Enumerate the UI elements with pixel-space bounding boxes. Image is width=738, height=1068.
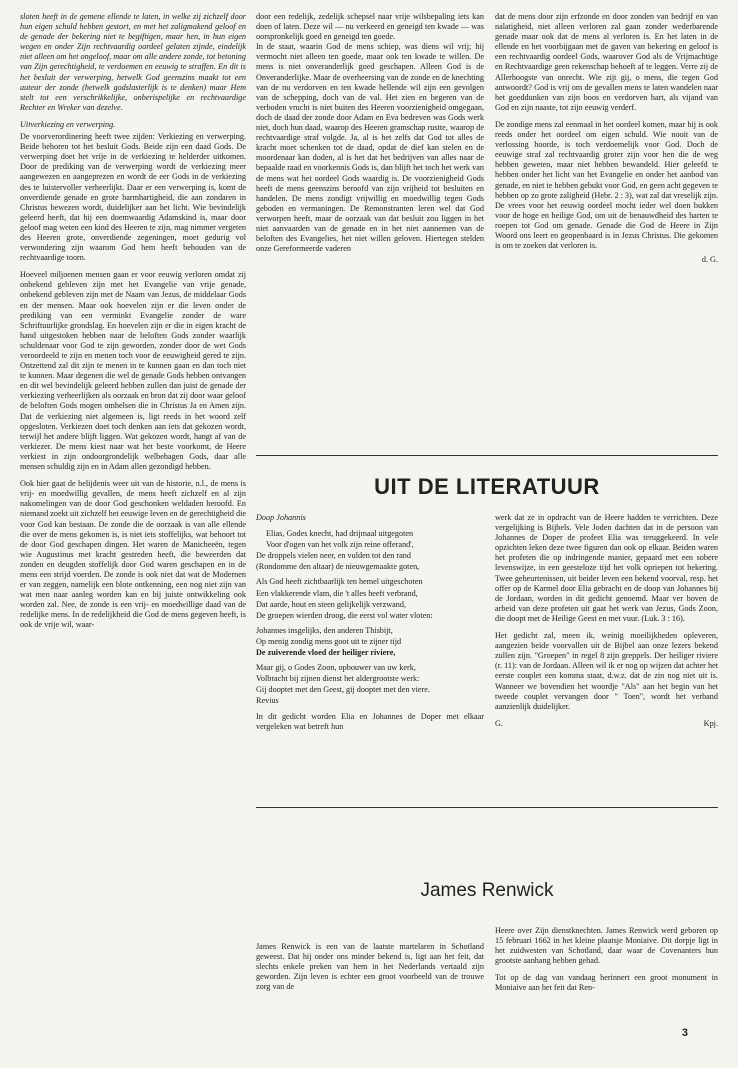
paragraph: James Renwick is een van de laatste martelaren in Schotland geweest. Dat hij onder ons minder bekend is, ligt aan het feit, dat slechts enkele preken van hem in het Nederlands vertaald zijn geworden. Zijn leven is echter een groot voorbeeld van de trouwe zorg van de (256, 942, 484, 992)
poem-author: Revius (256, 696, 279, 706)
paragraph: Heere over Zijn dienstknechten. James Renwick werd geboren op 15 februari 1662 in het kleine plaatsje Moniaive. Dit dorpje ligt in het zuidwesten van Schotland, daar waar de Covenanters hun grootste aanhang hebben gehad. (495, 926, 718, 966)
paragraph: Tot op de dag van vandaag herinnert een groot monument in Moniaive aan het feit dat Ren- (495, 973, 718, 993)
renwick-heading: James Renwick (420, 880, 554, 901)
author-signature: d. G. (701, 255, 718, 265)
poem-line: Elias, Godes knecht, had drijmaal uitgegoten (266, 529, 414, 539)
poem-line: De zuiverende vloed der heiliger riviere, (256, 648, 396, 658)
paragraph: Ook hier gaat de belijdenis weer uit van de historie, n.l., de mens is vrij- en moedwillig gevallen, de mens heeft zichzelf en al zijn nakomelingen van de door God geschonken weldaden beroofd. En niemand zoekt uit zichzelf het eeuwige leven en de gerechtigheid die voor God kan bestaan. De zonde die de oorzaak is van alle ellende die over de mens gekomen is, is niet iets stoffelijks, wat behoort tot de door God geschapen dingen. Het waren de Manicheeën, tegen wie Augustinus met kracht gestreden heeft, die beweerden dat zonden en deugden stoffelijk door God waren geschapen en in de mens een strijd voerden. De zonde is ook niet dat wat de Modernen er van zeggen, namelijk een blote ontkenning, een nog niet zijn van wat men naar aanleg worden kan en bij juiste ontwikkeling ook worden zal. Nee, de zonde is een vrij- en moedwillige daad van de redelijke mens. In de redelijkheid die God de mens gegeven heeft, is ook de vrije wil, waar- (20, 479, 246, 630)
poem-line: Maar gij, o Godes Zoon, opbouwer van uw kerk, (256, 663, 416, 673)
signature-right: Kpj. (703, 718, 718, 728)
renwick-left-column (256, 942, 484, 1022)
paragraph: werk dat ze in opdracht van de Heere hadden te verrichten. Deze vergelijking is Bijbels. Vele Joden dachten dat in de persoon van Johannes de Doper de profeet Elia was teruggekeerd. In vele opzichten leken deze twee figuren dan ook op elkaar. Beiden waren het profeten die op indringende manier, gepaard met een sobere levenswijze, in een geesteloze tijd het volk opriepen tot bekering. Twee geheurtenissen, uit beider leven een bekend voorval, resp. het offer op de Karmel door Elia gebracht en de doop van Johannes bij de Jordaan, worden in dit gedicht genoemd. Maar ver boven de arbeid van deze profeten uit gaat het werk van Jezus, Gods Zoon, die doopt met de Heilige Geest en met vuur. (Luk. 3 : 16). (495, 513, 718, 623)
poem-lines (256, 529, 484, 695)
paragraph: In de staat, waarin God de mens schiep, was diens wil vrij; hij vermocht niet alleen ten goede, maar ook ten kwade te willen. De mens is niet onveranderlijk goed geschapen. Alleen God is de Onveranderlijke. Maar de overheersing van de zonde en de knechting van de nu verdorven en ten kwade hellende wil zijn een gevolgen van de schepping, doch van de val. Het zien en begeren van de verboden vrucht is niet buiten des Heeren voorzienigheid omgegaan, doch de daad der zonde door Adam en Eva bedreven was Gods werk niet, doch hun daad, waarop des Heeren gramschap rustte, waarop de rechtvaardige straf volgde. Ja, al is het zelfs dat God tot alles de kracht moet schenken tot de daad, opdat de dief kan stelen en de moordenaar kan doden, al is het dat het bedrijven van alles naar de bepaalde raad en voorkennis Gods is, dan blijft het toch het werk van de mens wat het oordeel Gods waardig is. De voorzienigheid Gods heeft de mens geenszins beroofd van zijn vrijheid tot besluiten en handelen. De mens zondigt vrijwillig en moedwillig tegen Gods geboden en vermaningen. De Remonstranten leren wel dat God verworpen heeft, maar de oorzaak van dat besluit zou liggen in het niet aanvaarden van de genade en in het niet aannemen van de beloften des Evangelies, het niet willen geloven. Hiertegen stelden onze Gereformeerde vaderen (256, 42, 484, 254)
section-subheading: Uitverkiezing en verwerping. (20, 119, 116, 129)
paragraph: Hoeveel miljoenen mensen gaan er voor eeuwig verloren omdat zij onbekend gebleven zijn met het Evangelie van vrije genade, onbekend gebleven zijn met de Naam van Jezus, de middelaar Gods en der mensen. Maar ook hoevelen zijn er die leven onder de prediking van een verminkt Evangelie zonder de ware Schriftuurlijke grondslag. En hoevelen zijn er die in eigen kracht de hand uitgestoken hebben naar de beloften Gods zonder waarlijk schuldenaar voor God te zijn geworden, zonder door de wet Gods veroordeeld te zijn en menen toch voor de eeuwigheid gered te zijn. Ontzettend zal dit zijn te menen in te kunnen gaan en dan toch niet te kunnen. Maar degenen die wel de genade Gods hebben ontvangen en dit wel bevindelijk geleerd hebben zullen dan juist de genade der verkiezing verheerlijken als oorzaak en bron dat zij door waar geloof de beloften Gods mogen omhelsen die in Christus Ja en Amen zijn. Dat de verkiezing niet algemeen is, ligt reeds in het woord zelf opgesloten. Verkiezen doet toch denken aan iets dat gekozen wordt, terwijl het andere blijft liggen. Wat gekozen wordt, hangt af van de verkiezer. De mens kiest naar wat het beste voorkomt, de Heere verkiest in zijn ondoorgrondelijk welbehagen Gods, daar alle mensen schuldig zijn en in Adam allen gezondigd hebben. (20, 270, 246, 472)
section-divider (256, 807, 718, 808)
poem-line: Op menig zondig mens goot uit te zijner tijd (256, 636, 402, 646)
poem-line: Als God heeft zichtbaarlijk ten hemel uitgeschoten (256, 577, 423, 587)
poem-line: De groepen wierden droog, die eerst vol water vloten: (256, 610, 433, 620)
renwick-right-column (495, 926, 718, 1022)
poem-line: Volbracht bij zijnen dienst het aldergrootste werk: (256, 674, 420, 684)
paragraph: door een redelijk, zedelijk schepsel naar vrije wilsbepaling iets kan doen of laten. Deze wil — nu verkeerd en geneigd ten kwade — was oorspronkelijk goed en geneigd ten goede. (256, 12, 484, 42)
section-divider (256, 455, 718, 456)
article-intro-italic: sloten heeft in de gemene ellende te laten, in welke zij zichzelf door hun eigen schuld hebben gestort, en met het zaligmakend geloof en de genade der bekering niet te begiftigen, maar hen, in hun eigen wegen en onder Zijn rechtvaardig oordeel gelaten zijnde, eindelijk niet alleen om het ongeloof, maar om alle andere zonde, tot betoning van Zijn gerechtigheid, te verdoemen en eeuwig te straffen. En dit is het besluit der verwerping, hetwelk God geenszins maakt tot een auteur der zonde (hetwelk godslasterlijk is te denken) maar Hem stelt tot een verschrikkelijke, onberispelijke en rechtvaardige Rechter en Wreker van dezelve. (20, 12, 246, 112)
poem-line: De droppels vielen neer, en vulden tot den rand (256, 551, 411, 561)
article-column-1 (20, 12, 246, 1018)
paragraph: dat de mens door zijn erfzonde en door zonden van bedrijf en van nalatigheid, niet alleen verloren zal gaan zonder wederbarende genade maar ook dat de mens al verloren is. En het laten in de ellende en het voorbijgaan met de gaven van bekering en geloof is een rechtvaardig oordeel Gods, waarover God als de Vrijmachtige en Rechtvaardige geen rekenschap behoeft af te leggen. Verre zij de Allerhoogste van onrecht. Wie zijt gij, o mens, die tegen God antwoordt? God is vrij om de gevallen mens te laten wandelen naar het goeddunken van zijn boos en verdorven hart, als vijand van God en zijn naaste, tot zijn eeuwig verderf. (495, 12, 718, 112)
poem-line: Dat aarde, hout en steen gelijkelijk verzwand, (256, 599, 407, 609)
poem-line: Gij dooptet met den Geest, gij dooptet met den viere. (256, 685, 430, 695)
literatuur-right-column (495, 513, 718, 788)
poem-title: Doop Johannis (256, 513, 306, 522)
paragraph: Het gedicht zal, meen ik, weinig moeilijkheden opleveren, aangezien beide voorvallen uit de Bijbel aan onze lezers bekend zullen zijn. "Groepen" in regel 8 zijn greppels. Der heiliger riviere (r. 11): van de Jordaan. Alleen wil ik er nog op wijzen dat achter het eerste couplet een komma staat, d.w.z. dat de zin nog niet uit is. Wanneer we bovendien het woordje "Als" aan het begin van het tweede couplet vervangen door " Toen", wordt het verband aanzienlijk duidelijker. (495, 631, 718, 711)
poem-column (256, 513, 484, 783)
poem-line: Johannes insgelijks, den anderen Thisbijt, (256, 625, 393, 635)
paragraph: De zondige mens zal eenmaal in het oordeel komen, maar hij is ook reeds onder het oordeel om eigen schuld. Wie nooit van de verlossing hoorde, is toch verdoemelijk voor God. Doch de eeuwige straf zal rechtvaardig groter zijn voor hen die de weg hebben geweten, maar niet hebben bewandeld. Hier geleefd te hebben onder het licht van het Evangelie en onder het aanbod van genade, en niet te hebben gebukt voor God, en geen acht gegeven te hebben op zo grote zaligheid (Hebr. 2 : 3), wat zal dat vreselijk zijn. De vrees voor het eeuwig oordeel mocht ieder wel doen bukken voor de hoge en heilige God, om uit de benauwdheid des harten te roepen tot God om genade. Genade die God de Heere in Zijn Woord ons leert en geopenbaard is in Jezus Christus. Die gekomen is om te zoeken dat verloren is. (495, 119, 718, 251)
signature-row (495, 719, 718, 729)
article-column-3 (495, 12, 718, 446)
article-column-2 (256, 12, 484, 446)
poem-line: Een vlakkerende vlam, die 't alles heeft verbrand, (256, 588, 418, 598)
page-number: 3 (681, 1027, 688, 1039)
poem-line: (Rondomme den altaar) de nieuwgemaakte goten, (256, 562, 420, 572)
signature-left: G. (495, 718, 503, 728)
poem-commentary: In dit gedicht worden Elia en Johannes de Doper met elkaar vergeleken wat betreft hun (256, 711, 484, 731)
literatuur-heading: UIT DE LITERATUUR (374, 474, 600, 499)
poem-line: Voor d'ogen van het volk zijn reine offerand', (266, 540, 414, 550)
paragraph: De voorverordinering heeft twee zijden: Verkiezing en verwerping. Beide behoren tot het besluit Gods. Beide zijn een daad Gods. De verwerping doet het vrije in de verkiezing te helderder uitkomen. Door de prediking van de verwerping wordt de verkiezing meer aangewezen en aangeprezen en wordt de eer Gods in de verkiezing des te luistervoller verheerlijkt. Daar er een verwerping is, komt de onverdiende genade en grote barmhartigheid, die aan zondaren in Christus bewezen wordt, duidelijker aan het licht. Wie bevindelijk geleerd heeft, dat hij een doemwaardig Adamskind is, maar door geloof mag weten een kind des Heeren te zijn, mag nimmer vergeten des Heeren grote, onverdiende zegeningen, moet gedurig vol verwondering zijn waarom God hem heeft behouden van de rechtvaardige toorn. (20, 132, 246, 263)
